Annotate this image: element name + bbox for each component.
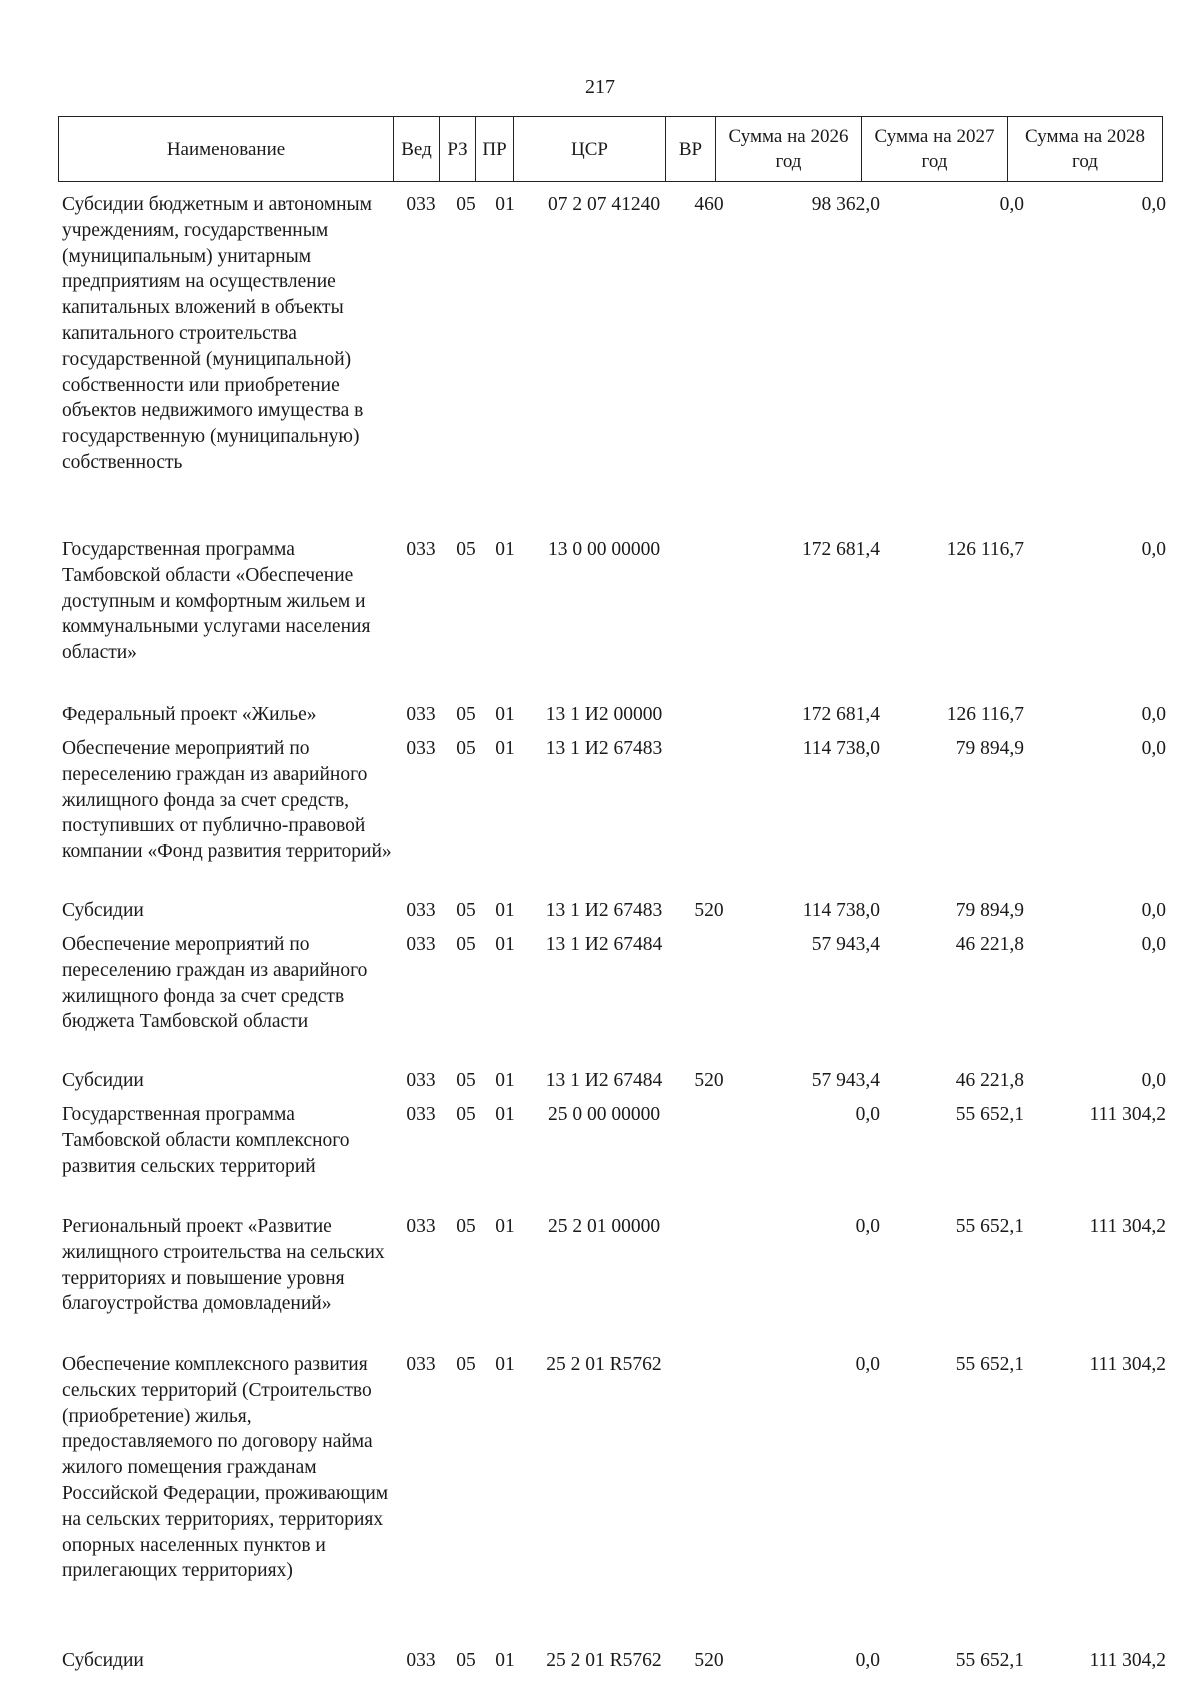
row-sum-2026: 0,0 xyxy=(855,1354,880,1375)
header-sum-2028: Сумма на 2028 год xyxy=(1008,117,1163,182)
header-ved: Вед xyxy=(394,117,440,182)
row-sum-2027: 55 652,1 xyxy=(955,1104,1024,1125)
row-pr: 01 xyxy=(495,1354,515,1375)
row-ved: 033 xyxy=(406,1104,436,1125)
row-ved: 033 xyxy=(406,1216,436,1237)
row-sum-2026: 0,0 xyxy=(855,1104,880,1125)
header-pr: ПР xyxy=(476,117,514,182)
row-sum-2028: 0,0 xyxy=(1141,738,1166,759)
row-rz: 05 xyxy=(456,1070,476,1091)
header-csr: ЦСР xyxy=(514,117,666,182)
row-ved: 033 xyxy=(406,1650,436,1671)
row-name: Обеспечение мероприятий по переселению граждан из аварийного жилищного фонда за счет средств, поступивших от публично-правовой компании «Фонд развития территорий» xyxy=(62,738,392,863)
row-rz: 05 xyxy=(456,738,476,759)
row-name: Субсидии xyxy=(62,1070,144,1091)
row-sum-2028: 0,0 xyxy=(1141,900,1166,921)
row-sum-2026: 172 681,4 xyxy=(802,704,880,725)
row-ved: 033 xyxy=(406,539,436,560)
row-pr: 01 xyxy=(495,1070,515,1091)
row-sum-2028: 0,0 xyxy=(1141,539,1166,560)
row-csr: 13 0 00 00000 xyxy=(547,539,661,560)
row-pr: 01 xyxy=(495,934,515,955)
row-sum-2026: 172 681,4 xyxy=(802,539,880,560)
row-ved: 033 xyxy=(406,900,436,921)
row-sum-2026: 57 943,4 xyxy=(811,934,880,955)
row-rz: 05 xyxy=(456,704,476,725)
row-rz: 05 xyxy=(456,900,476,921)
row-sum-2027: 126 116,7 xyxy=(946,704,1024,725)
row-sum-2027: 79 894,9 xyxy=(955,900,1024,921)
row-sum-2028: 0,0 xyxy=(1141,1070,1166,1091)
header-sum-2027: Сумма на 2027 год xyxy=(862,117,1008,182)
row-vr: 520 xyxy=(694,1070,724,1091)
header-rz: РЗ xyxy=(440,117,476,182)
row-name: Обеспечение мероприятий по переселению граждан из аварийного жилищного фонда за счет средств бюджета Тамбовской области xyxy=(62,934,368,1033)
row-csr: 25 2 01 00000 xyxy=(547,1216,661,1237)
row-rz: 05 xyxy=(456,194,476,215)
row-sum-2028: 0,0 xyxy=(1141,704,1166,725)
row-sum-2028: 0,0 xyxy=(1141,934,1166,955)
row-sum-2027: 0,0 xyxy=(999,194,1024,215)
row-rz: 05 xyxy=(456,1650,476,1671)
row-rz: 05 xyxy=(456,1354,476,1375)
row-csr: 13 1 И2 67483 xyxy=(545,900,663,921)
header-vr: ВР xyxy=(666,117,716,182)
row-pr: 01 xyxy=(495,194,515,215)
row-sum-2026: 114 738,0 xyxy=(802,738,880,759)
row-ved: 033 xyxy=(406,738,436,759)
row-csr: 25 2 01 R5762 xyxy=(546,1354,662,1375)
row-csr: 25 2 01 R5762 xyxy=(546,1650,662,1671)
row-pr: 01 xyxy=(495,1650,515,1671)
row-csr: 13 1 И2 67484 xyxy=(545,934,663,955)
row-name: Субсидии бюджетным и автономным учреждениям, государственным (муниципальным) унитарным предприятиям на осуществление капитальных вложений в объекты капитального строительства государственной (муниципальной) собственности или приобретение объектов недвижимого имущества в государственную (муниципальную) собственность xyxy=(62,194,372,473)
row-rz: 05 xyxy=(456,1216,476,1237)
row-vr: 520 xyxy=(694,900,724,921)
row-pr: 01 xyxy=(495,539,515,560)
row-vr: 460 xyxy=(694,194,724,215)
row-csr: 25 0 00 00000 xyxy=(547,1104,661,1125)
row-sum-2027: 46 221,8 xyxy=(955,934,1024,955)
row-ved: 033 xyxy=(406,934,436,955)
row-sum-2027: 55 652,1 xyxy=(955,1650,1024,1671)
row-name: Субсидии xyxy=(62,1650,144,1671)
header-name: Наименование xyxy=(59,117,394,182)
row-sum-2028: 111 304,2 xyxy=(1089,1216,1166,1237)
row-rz: 05 xyxy=(456,1104,476,1125)
row-name: Государственная программа Тамбовской области «Обеспечение доступным и комфортным жильем и коммунальными услугами населения области» xyxy=(62,539,371,664)
row-sum-2026: 57 943,4 xyxy=(811,1070,880,1091)
row-name: Федеральный проект «Жилье» xyxy=(62,704,317,725)
row-sum-2027: 55 652,1 xyxy=(955,1216,1024,1237)
row-sum-2027: 46 221,8 xyxy=(955,1070,1024,1091)
row-ved: 033 xyxy=(406,704,436,725)
row-sum-2026: 98 362,0 xyxy=(811,194,880,215)
row-sum-2026: 114 738,0 xyxy=(802,900,880,921)
row-ved: 033 xyxy=(406,1070,436,1091)
row-rz: 05 xyxy=(456,539,476,560)
row-rz: 05 xyxy=(456,934,476,955)
row-name: Региональный проект «Развитие жилищного строительства на сельских территориях и повышение уровня благоустройства домовладений» xyxy=(62,1216,385,1315)
row-csr: 13 1 И2 67484 xyxy=(545,1070,663,1091)
row-vr: 520 xyxy=(694,1650,724,1671)
table-header xyxy=(58,116,1163,182)
row-sum-2028: 111 304,2 xyxy=(1089,1650,1166,1671)
row-ved: 033 xyxy=(406,194,436,215)
row-sum-2027: 79 894,9 xyxy=(955,738,1024,759)
page-number: 217 xyxy=(585,76,615,98)
row-name: Государственная программа Тамбовской области комплексного развития сельских территорий xyxy=(62,1104,350,1177)
row-ved: 033 xyxy=(406,1354,436,1375)
row-name: Обеспечение комплексного развития сельских территорий (Строительство (приобретение) жилья, предоставляемого по договору найма жилого помещения гражданам Российской Федерации, проживающим на сельских территориях, территориях опорных населенных пунктов и прилегающих территориях) xyxy=(62,1354,389,1582)
row-pr: 01 xyxy=(495,1104,515,1125)
row-pr: 01 xyxy=(495,900,515,921)
row-csr: 13 1 И2 67483 xyxy=(545,738,663,759)
row-name: Субсидии xyxy=(62,900,144,921)
row-sum-2028: 111 304,2 xyxy=(1089,1354,1166,1375)
row-csr: 13 1 И2 00000 xyxy=(545,704,663,725)
row-pr: 01 xyxy=(495,738,515,759)
row-sum-2026: 0,0 xyxy=(855,1216,880,1237)
row-sum-2028: 0,0 xyxy=(1141,194,1166,215)
header-sum-2026: Сумма на 2026 год xyxy=(716,117,862,182)
row-pr: 01 xyxy=(495,704,515,725)
row-sum-2026: 0,0 xyxy=(855,1650,880,1671)
row-sum-2027: 55 652,1 xyxy=(955,1354,1024,1375)
row-csr: 07 2 07 41240 xyxy=(547,194,661,215)
row-pr: 01 xyxy=(495,1216,515,1237)
row-sum-2028: 111 304,2 xyxy=(1089,1104,1166,1125)
row-sum-2027: 126 116,7 xyxy=(946,539,1024,560)
